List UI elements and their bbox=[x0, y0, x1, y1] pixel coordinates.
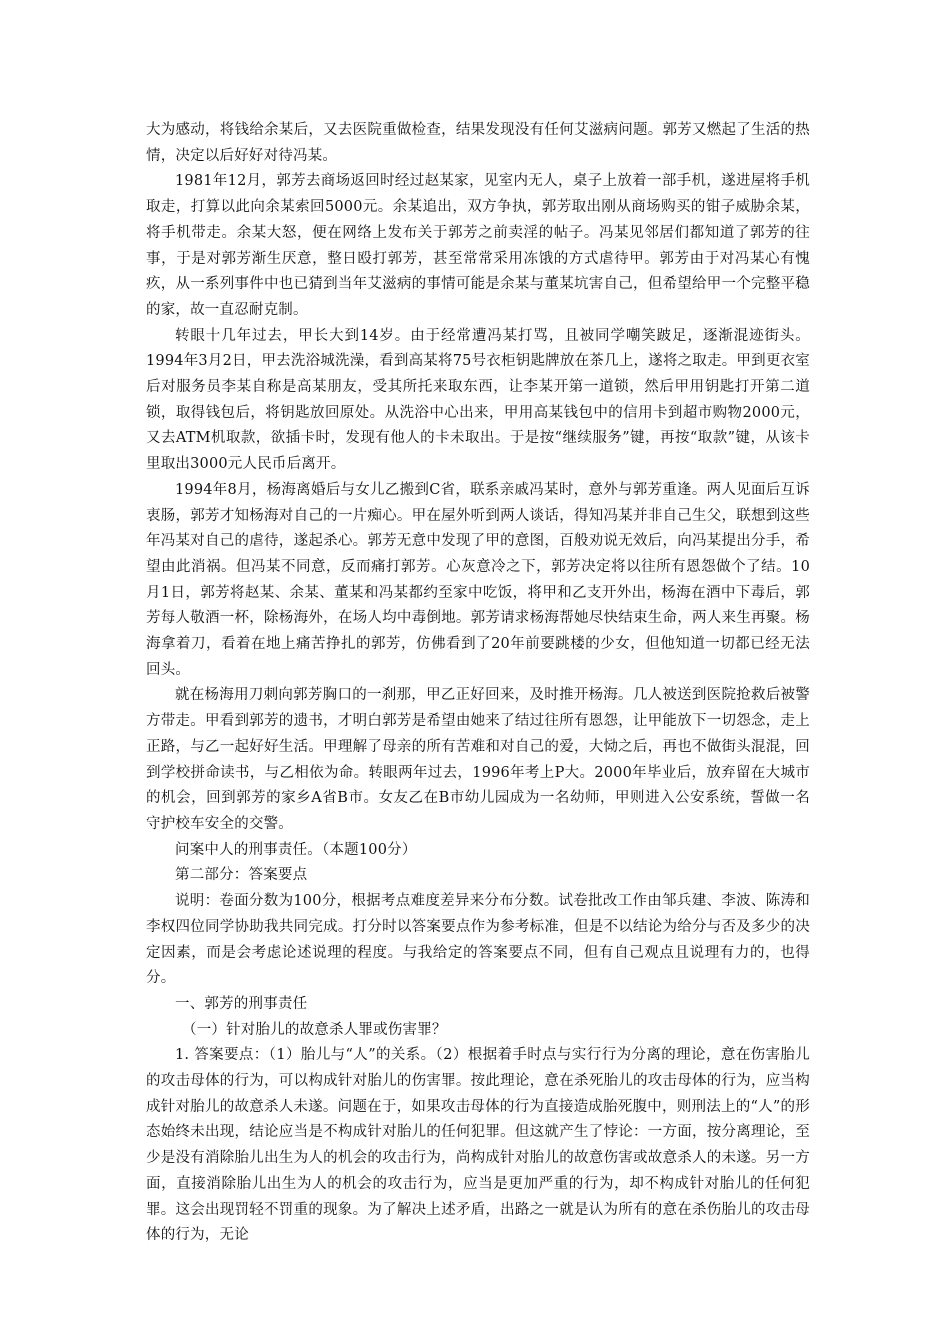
paragraph-1981-phone-theft: 1981年12月，郭芳去商场返回时经过赵某家，见室内无人，桌子上放着一部手机，遂进屋将手机取走，打算以此向余某索回5000元。余某追出，双方争执，郭芳取出刚从商场购买的钳子威胁余某，将手机带走。余某大怒，便在网络上发布关于郭芳之前卖淫的帖子。冯某见邻居们都知道了郭芳的往事，于是对郭芳渐生厌意，整日殴打郭芳，甚至常常采用冻饿的方式虐待甲。郭芳由于对冯某心有愧疚，从一系列事件中也已猜到当年艾滋病的事情可能是余某与董某坑害自己，但希望给甲一个完整平稳的家，故一直忍耐克制。 bbox=[146, 173, 810, 318]
paragraph-1994-poisoning: 1994年8月，杨海离婚后与女儿乙搬到C省，联系亲戚冯某时，意外与郭芳重逢。两人见面后互诉衷肠，郭芳才知杨海对自己的一片痴心。甲在屋外听到两人谈话，得知冯某并非自己生父，联想到这些年冯某对自己的虐待，遂起杀心。郭芳无意中发现了甲的意图，百般劝说无效后，向冯某提出分手，希望由此消祸。但冯某不同意，反而痛打郭芳。心灰意冷之下，郭芳决定将以往所有恩怨做个了结。10月1日，郭芳将赵某、余某、董某和冯某都约至家中吃饭，将甲和乙支开外出，杨海在酒中下毒后，郭芳每人敬酒一杯，除杨海外，在场人均中毒倒地。郭芳请求杨海帮她尽快结束生命，两人来生再聚。杨海拿着刀，看着在地上痛苦挣扎的郭芳，仿佛看到了20年前要跳楼的少女，但他知道一切都已经无法回头。 bbox=[146, 481, 810, 678]
document-page bbox=[146, 118, 810, 1249]
section-title-part-two: 第二部分：答案要点 bbox=[175, 867, 308, 884]
subheading-fetus-crime: （一）针对胎儿的故意杀人罪或伤害罪？ bbox=[182, 1021, 447, 1038]
paragraph-aftermath: 就在杨海用刀刺向郭芳胸口的一刹那，甲乙正好回来，及时推开杨海。几人被送到医院抢救后被警方带走。甲看到郭芳的遗书，才明白郭芳是希望由她来了结过往所有恩怨，让甲能放下一切怨念，走上正路，与乙一起好好生活。甲理解了母亲的所有苦难和对自己的爱，大恸之后，再也不做街头混混，回到学校拼命读书，与乙相依为命。转眼两年过去，1996年考上P大。2000年毕业后，放弃留在大城市的机会，回到郭芳的家乡A省B市。女友乙在B市幼儿园成为一名幼师，甲则进入公安系统，誓做一名守护校车安全的交警。 bbox=[146, 687, 810, 832]
heading-guofang-liability: 一、郭芳的刑事责任 bbox=[175, 995, 308, 1012]
question-prompt: 问案中人的刑事责任。（本题100分） bbox=[175, 841, 417, 858]
grading-note: 说明：卷面分数为100分，根据考点难度差异来分布分数。试卷批改工作由邹兵建、李波、陈涛和李权四位同学协助我共同完成。打分时以答案要点作为参考标准，但是不以结论为给分与否及多少的决定因素，而是会考虑论述说理的程度。与我给定的答案要点不同，但有自己观点且说理有力的，也得分。 bbox=[146, 893, 810, 987]
paragraph-1994-bathhouse: 转眼十几年过去，甲长大到14岁。由于经常遭冯某打骂，且被同学嘲笑跛足，逐渐混迹街头。1994年3月2日，甲去洗浴城洗澡，看到高某将75号衣柜钥匙牌放在茶几上，遂将之取走。甲到更衣室后对服务员李某自称是高某朋友，受其所托来取东西，让李某开第一道锁，然后甲用钥匙打开第二道锁，取得钱包后，将钥匙放回原处。从洗浴中心出来，甲用高某钱包中的信用卡到超市购物2000元，又去ATM机取款，欲插卡时，发现有他人的卡未取出。于是按“继续服务”键，再按“取款”键，从该卡里取出3000元人民币后离开。 bbox=[146, 327, 810, 473]
paragraph-continued: 大为感动，将钱给余某后，又去医院重做检查，结果发现没有任何艾滋病问题。郭芳又燃起了生活的热情，决定以后好好对待冯某。 bbox=[146, 122, 810, 164]
answer-point-1: 1. 答案要点：（1）胎儿与“人”的关系。（2）根据着手时点与实行行为分离的理论，意在伤害胎儿的攻击母体的行为，可以构成针对胎儿的伤害罪。按此理论，意在杀死胎儿的攻击母体的行为，应当构成针对胎儿的故意杀人未遂。问题在于，如果攻击母体的行为直接造成胎死腹中，则刑法上的“人”的形态始终未出现，结论应当是不构成针对胎儿的任何犯罪。但这就产生了悖论：一方面，按分离理论，至少是没有消除胎儿出生为人的机会的攻击行为，尚构成针对胎儿的故意伤害或故意杀人的未遂。另一方面，直接消除胎儿出生为人的机会的攻击行为，应当是更加严重的行为，却不构成针对胎儿的任何犯罪。这会出现罚轻不罚重的现象。为了解决上述矛盾，出路之一就是认为所有的意在杀伤胎儿的攻击母体的行为，无论 bbox=[146, 1047, 810, 1244]
